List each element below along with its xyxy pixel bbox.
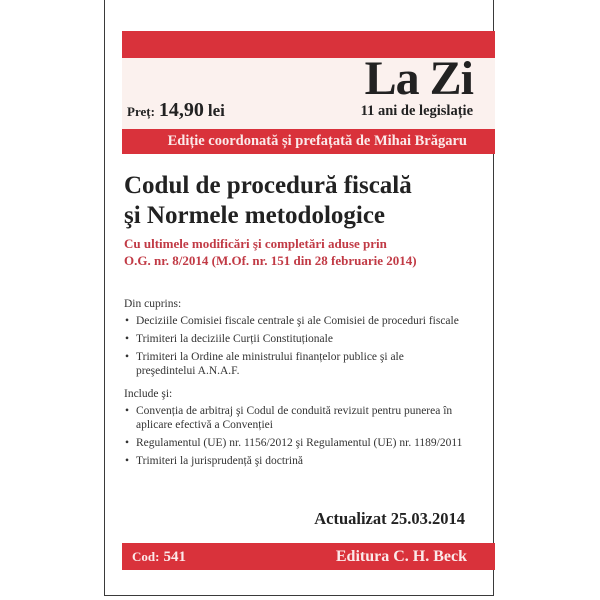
series-logo (360, 52, 473, 119)
bullet-icon: • (125, 351, 130, 363)
list-item (124, 350, 483, 378)
list-item-text: Deciziile Comisiei fiscale centrale şi ale Comisiei de proceduri fiscale (136, 315, 459, 327)
price-label: Preț: (127, 104, 155, 119)
bullet-icon: • (125, 405, 130, 417)
list-item-text: Convenția de arbitraj şi Codul de conduită revizuit pentru punerea în aplicare efectivă a Convenției (136, 405, 453, 431)
product-code (132, 548, 186, 566)
contents-list (124, 314, 483, 378)
list-item (124, 436, 483, 450)
book-title-line-1: Codul de procedură fiscală (124, 172, 412, 199)
list-item-text: Regulamentul (UE) nr. 1156/2012 şi Regulamentul (UE) nr. 1189/2011 (136, 437, 463, 449)
book-subtitle-line-2: O.G. nr. 8/2014 (M.Of. nr. 151 din 28 februarie 2014) (124, 253, 417, 268)
list-item (124, 332, 483, 346)
publisher-name: Editura C. H. Beck (335, 547, 467, 565)
list-item (124, 314, 483, 328)
edition-bar (122, 129, 495, 154)
product-code-value: 541 (163, 548, 186, 565)
contents-heading: Din cuprins: (124, 298, 182, 310)
list-item (124, 454, 483, 468)
includes-heading: Include şi: (124, 388, 173, 400)
bullet-icon: • (125, 315, 130, 327)
edition-text: Ediție coordonată și prefațată de Mihai Brăgaru (167, 133, 467, 149)
series-logo-tagline: 11 ani de legislație (360, 103, 473, 119)
book-title (124, 171, 412, 231)
product-code-label: Cod: (132, 548, 160, 564)
series-logo-title: La Zi (364, 52, 473, 105)
book-cover (104, 0, 494, 596)
includes-section (124, 387, 483, 472)
bullet-icon: • (125, 455, 130, 467)
list-item (124, 404, 483, 432)
list-item-text: Trimiteri la deciziile Curții Constituționale (136, 333, 333, 345)
book-subtitle (124, 235, 417, 269)
includes-list (124, 404, 483, 468)
price-currency: lei (207, 101, 225, 120)
price (127, 99, 225, 122)
price-value: 14,90 (158, 99, 204, 121)
list-item-text: Trimiteri la jurisprudență şi doctrină (136, 455, 303, 467)
updated-date: Actualizat 25.03.2014 (314, 509, 465, 528)
contents-section (124, 297, 483, 382)
bullet-icon: • (125, 437, 130, 449)
list-item-text: Trimiteri la Ordine ale ministrului finanțelor publice şi ale preşedintelui A.N.A.F. (136, 351, 404, 377)
book-subtitle-line-1: Cu ultimele modificări şi completări aduse prin (124, 236, 387, 251)
bullet-icon: • (125, 333, 130, 345)
book-title-line-2: şi Normele metodologice (124, 202, 386, 229)
bottom-red-bar (122, 543, 495, 570)
